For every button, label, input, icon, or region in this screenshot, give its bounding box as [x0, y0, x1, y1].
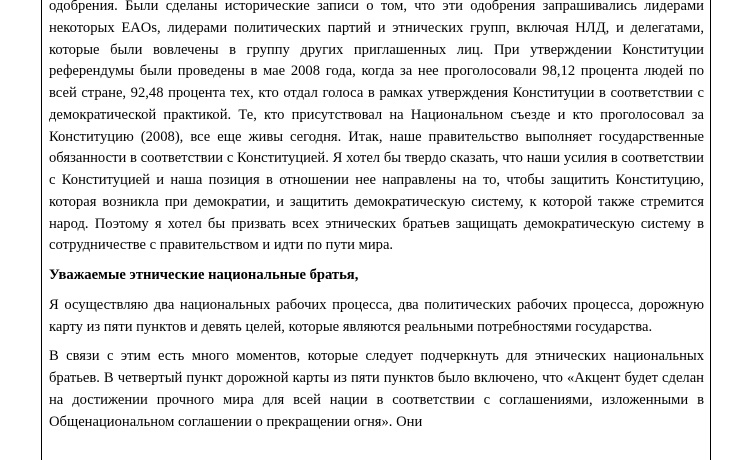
section-heading: Уважаемые этнические национальные братья,: [49, 267, 359, 283]
body-paragraph-3: В связи с этим есть много моментов, которые следует подчеркнуть для этнических национальных братьев. В четвертый пункт дорожной карты из пяти пунктов было включено, что «Акцент будет сделан на достижении прочного мира для всей нации в соответствии с соглашениями, изложенными в Общенациональном соглашении о прекращении огня». Они: [49, 348, 704, 430]
body-paragraph-2: Я осуществляю два национальных рабочих процесса, два политических рабочих процесса, дорожную карту из пяти пунктов и девять целей, которые являются реальными потребностями государства.: [49, 296, 704, 335]
document-body: [49, 0, 704, 441]
body-paragraph-1: одобрения. Были сделаны исторические записи о том, что эти одобрения запрашивались лидерами некоторых EAOs, лидерами политических партий и этнических групп, включая НЛД, и делегатами, которые были вовлечены в группу других приглашенных лиц. При утверждении Конституции референдумы были проведены в мае 2008 года, когда за нее проголосовали 98,12 процента людей по всей стране, 92,48 процента тех, кто отдал голоса в рамках утверждения Конституции в соответствии с демократической практикой. Те, кто присутствовал на Национальном съезде и кто проголосовал за Конституцию (2008), все еще живы сегодня. Итак, наше правительство выполняет государственные обязанности в соответствии с Конституцией. Я хотел бы твердо сказать, что наши усилия в соответствии с Конституцией и наша позиция в отношении нее направлены на то, чтобы защитить Конституцию, которая возникла при демократии, и защитить демократическую систему, к которой также стремится народ. Поэтому я хотел бы призвать всех этнических братьев защищать демократическую систему в сотрудничестве с правительством и идти по пути мира.: [49, 0, 704, 254]
